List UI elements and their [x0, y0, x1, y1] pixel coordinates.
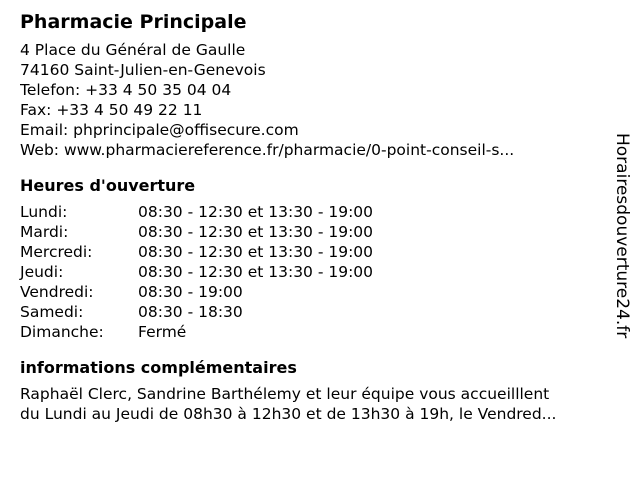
opening-hours-table [20, 202, 610, 342]
day-label: Mercredi: [20, 243, 93, 261]
phone-number: Telefon: +33 4 50 35 04 04 [20, 81, 232, 99]
day-label: Dimanche: [20, 323, 104, 341]
opening-hours-title: Heures d'ouverture [20, 176, 196, 195]
fax-number: Fax: +33 4 50 49 22 11 [20, 101, 203, 119]
address-line-1: 4 Place du Général de Gaulle [20, 41, 246, 59]
day-label: Jeudi: [20, 263, 64, 281]
pharmacy-card [20, 10, 610, 424]
hours-value: 08:30 - 19:00 [138, 283, 243, 301]
hours-value: 08:30 - 12:30 et 13:30 - 19:00 [138, 263, 374, 281]
day-label: Samedi: [20, 303, 84, 321]
hours-row-monday [20, 202, 610, 222]
hours-row-saturday [20, 302, 610, 322]
website-link: Web: www.pharmaciereference.fr/pharmacie/0-point-conseil-s... [20, 141, 515, 159]
additional-info-title: informations complémentaires [20, 358, 297, 377]
additional-info-line-1: Raphaël Clerc, Sandrine Barthélemy et leur équipe vous accueilllent [20, 385, 550, 403]
hours-row-wednesday [20, 242, 610, 262]
watermark-container [610, 133, 634, 373]
hours-row-thursday [20, 262, 610, 282]
address-line-2: 74160 Saint-Julien-en-Genevois [20, 61, 266, 79]
hours-row-friday [20, 282, 610, 302]
day-label: Vendredi: [20, 283, 94, 301]
additional-info-line-2: du Lundi au Jeudi de 08h30 à 12h30 et de 13h30 à 19h, le Vendred... [20, 405, 557, 423]
hours-row-sunday [20, 322, 610, 342]
email-address: Email: phprincipale@offisecure.com [20, 121, 299, 139]
additional-info-text [20, 384, 610, 424]
site-watermark: Horairesdouverture24.fr [612, 133, 632, 339]
hours-row-tuesday [20, 222, 610, 242]
day-label: Mardi: [20, 223, 69, 241]
hours-value: Fermé [138, 323, 187, 341]
pharmacy-name: Pharmacie Principale [20, 11, 247, 33]
hours-value: 08:30 - 12:30 et 13:30 - 19:00 [138, 243, 374, 261]
hours-value: 08:30 - 18:30 [138, 303, 243, 321]
hours-value: 08:30 - 12:30 et 13:30 - 19:00 [138, 203, 374, 221]
day-label: Lundi: [20, 203, 68, 221]
hours-value: 08:30 - 12:30 et 13:30 - 19:00 [138, 223, 374, 241]
